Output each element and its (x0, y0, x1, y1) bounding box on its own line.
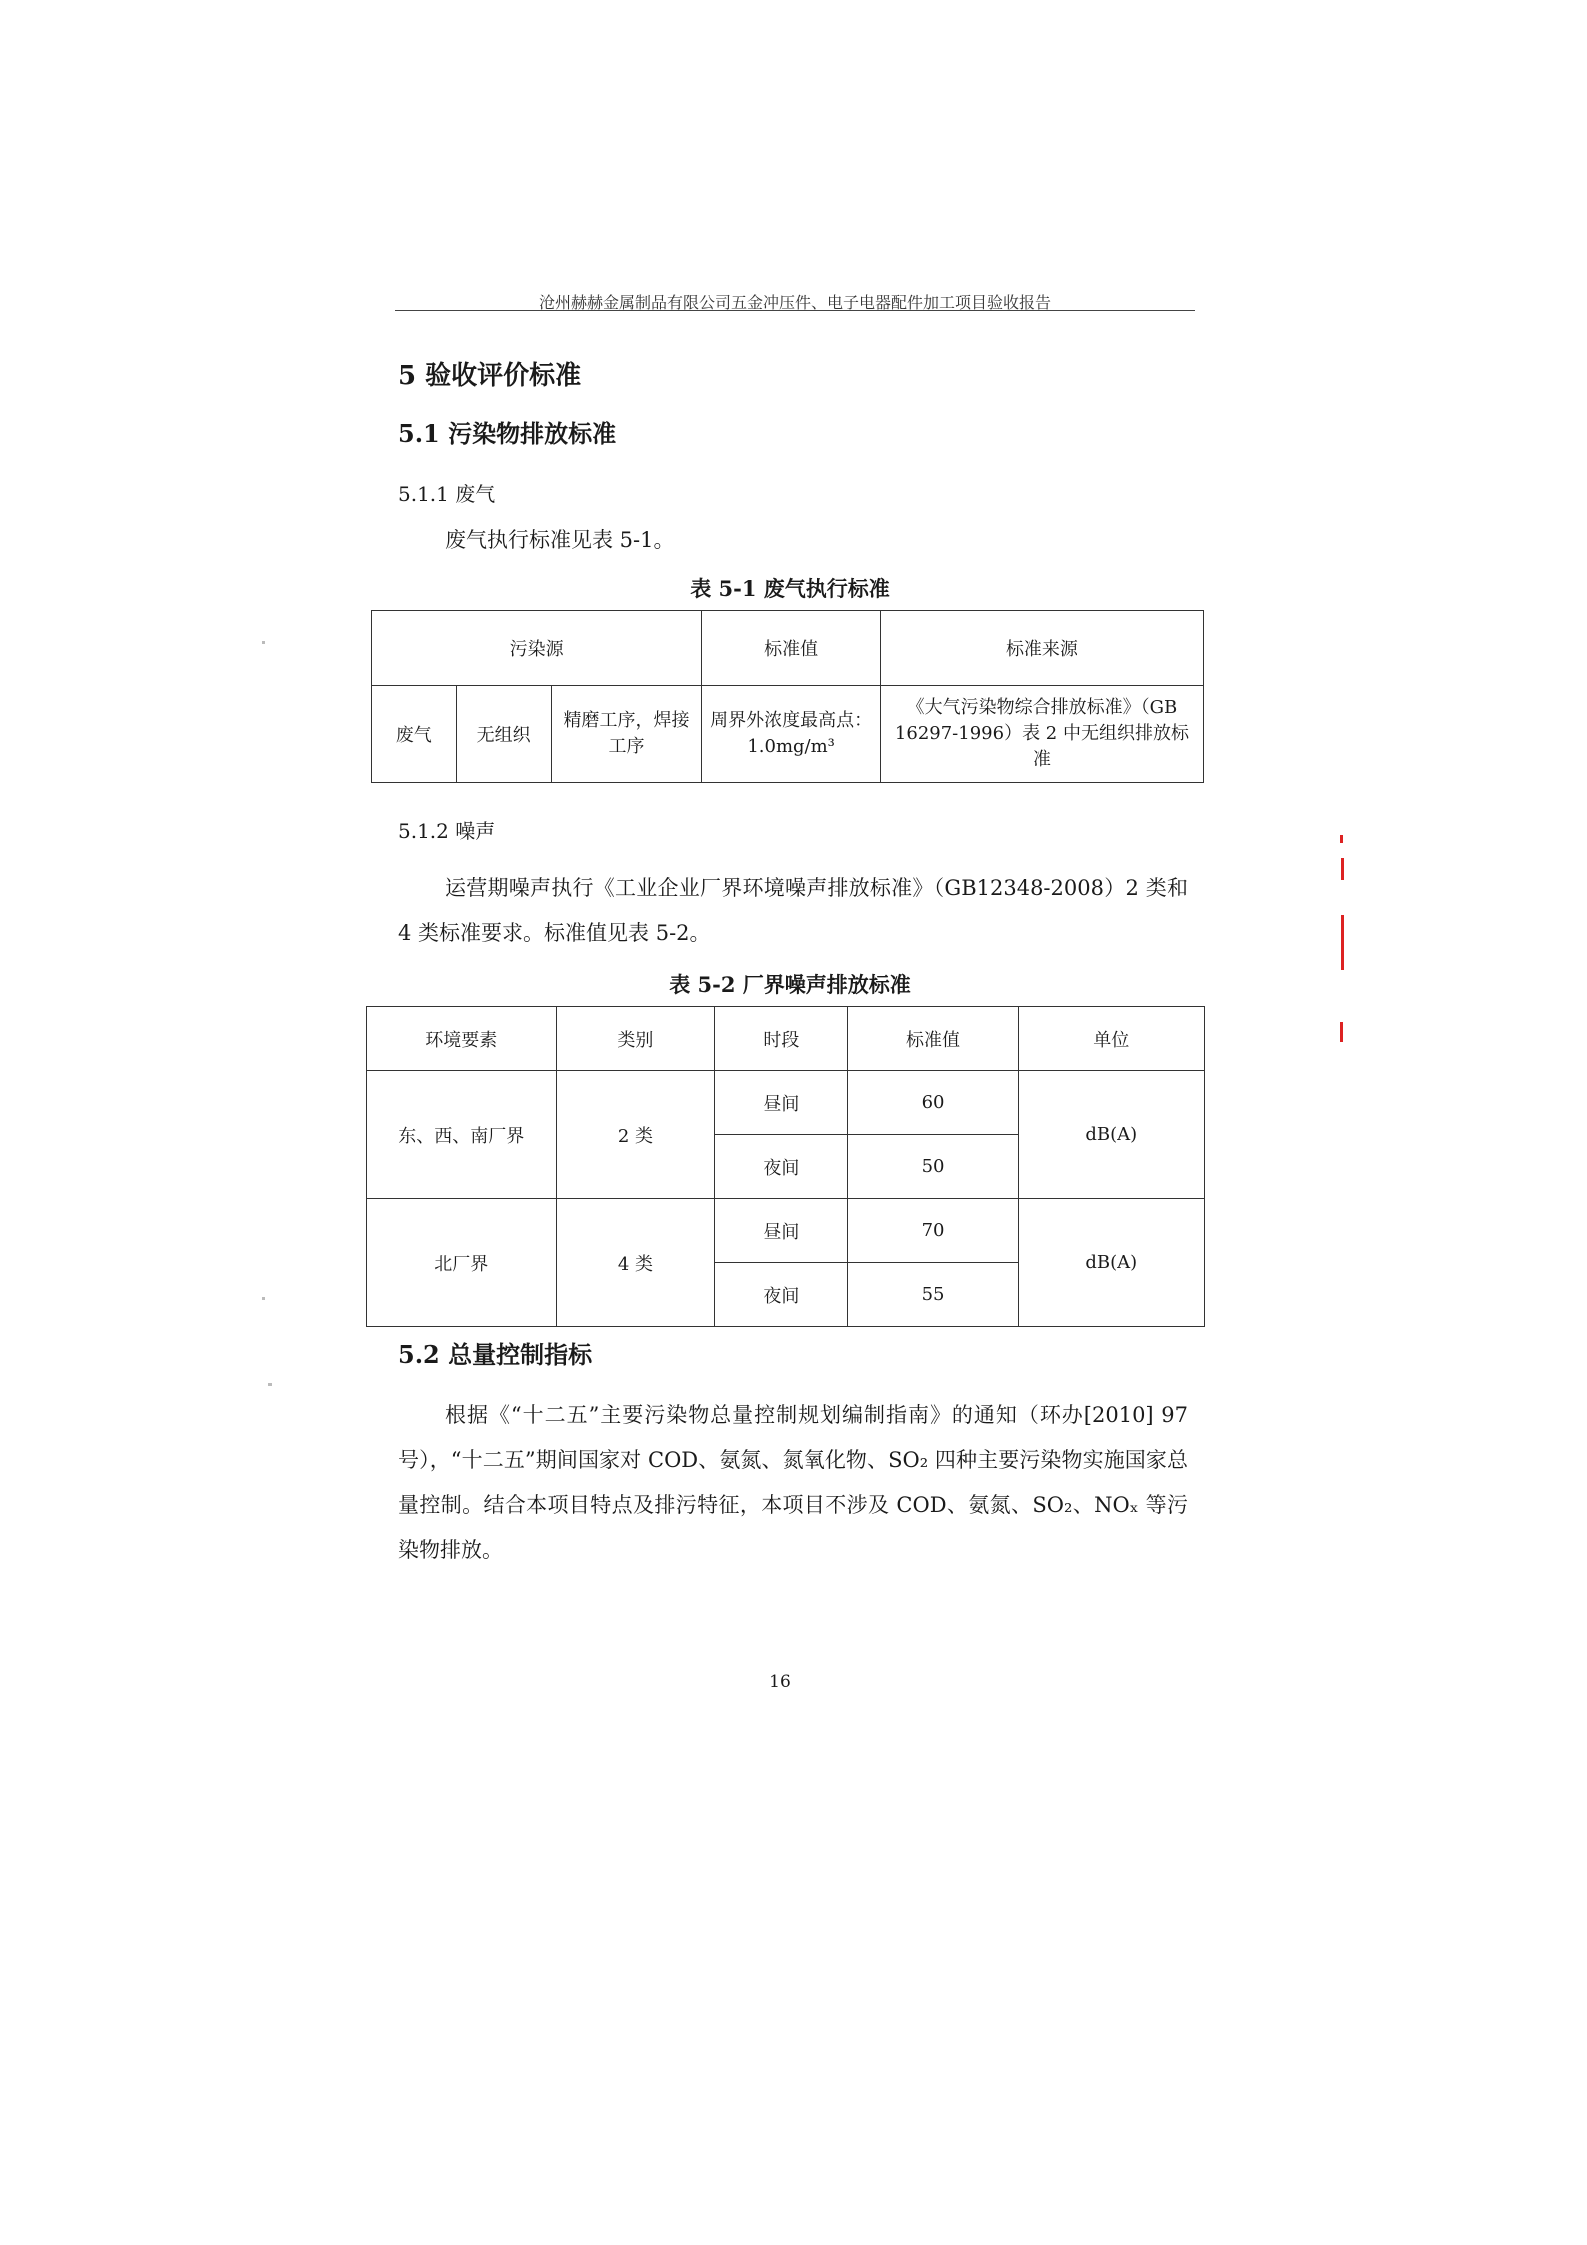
table-5-2-caption: 表 5-2 厂界噪声排放标准 (669, 972, 911, 997)
table-cell: dB(A) (1018, 1071, 1204, 1199)
header-cell: 类别 (556, 1007, 715, 1071)
table-cell: 50 (848, 1135, 1018, 1199)
table-cell: 70 (848, 1199, 1018, 1263)
scan-speck (262, 1297, 265, 1300)
table-cell: 东、西、南厂界 (367, 1071, 557, 1199)
table-5-2 (366, 1006, 1205, 1327)
header-cell: 标准值 (702, 611, 881, 686)
table-cell: 2 类 (556, 1071, 715, 1199)
scan-speck (268, 1383, 272, 1386)
table-cell: 《大气污染物综合排放标准》（GB 16297-1996）表 2 中无组织排放标准 (880, 686, 1203, 783)
table-cell: dB(A) (1018, 1199, 1204, 1327)
header-cell: 污染源 (372, 611, 702, 686)
paragraph-total-control: 根据《“十二五”主要污染物总量控制规划编制指南》的通知（环办[2010] 97 号），“十二五”期间国家对 COD、氨氮、氮氧化物、SO₂ 四种主要污染物实施国家总量控制。结合本项目特点及排污特征，本项目不涉及 COD、氨氮、SO₂、NOₓ 等污染物排放。 (398, 1403, 1188, 1562)
seal-edge-mark (1341, 858, 1344, 880)
page-number: 16 (769, 1672, 791, 1692)
table-cell: 北厂界 (367, 1199, 557, 1327)
subsection-title-5-1: 5.1 污染物排放标准 (398, 419, 617, 448)
paragraph-noise: 运营期噪声执行《工业企业厂界环境噪声排放标准》（GB12348-2008）2 类和 4 类标准要求。标准值见表 5-2。 (398, 876, 1188, 945)
table-cell: 无组织 (456, 686, 551, 783)
header-rule (395, 310, 1195, 311)
subsubsection-title-5-1-2: 5.1.2 噪声 (398, 819, 496, 843)
table-cell: 55 (848, 1263, 1018, 1327)
table-5-1-caption: 表 5-1 废气执行标准 (690, 576, 890, 601)
section-title: 5 验收评价标准 (398, 361, 582, 391)
seal-edge-mark (1340, 835, 1343, 843)
table-cell: 周界外浓度最高点：1.0mg/m³ (702, 686, 881, 783)
table-row (372, 686, 1204, 783)
running-header: 沧州赫赫金属制品有限公司五金冲压件、电子电器配件加工项目验收报告 (538, 293, 1051, 312)
table-header-row (372, 611, 1204, 686)
table-cell: 夜间 (715, 1135, 848, 1199)
table-cell: 昼间 (715, 1071, 848, 1135)
scan-speck (262, 641, 265, 644)
subsubsection-title-5-1-1: 5.1.1 废气 (398, 482, 496, 506)
table-cell: 精磨工序，焊接工序 (551, 686, 702, 783)
table-cell: 废气 (372, 686, 457, 783)
table-row (367, 1199, 1205, 1263)
table-cell: 60 (848, 1071, 1018, 1135)
paragraph-waste-gas: 废气执行标准见表 5-1。 (445, 528, 675, 552)
seal-edge-mark (1341, 915, 1344, 970)
header-cell: 标准值 (848, 1007, 1018, 1071)
table-cell: 4 类 (556, 1199, 715, 1327)
seal-edge-mark (1340, 1022, 1343, 1042)
header-cell: 标准来源 (880, 611, 1203, 686)
header-cell: 单位 (1018, 1007, 1204, 1071)
table-cell: 夜间 (715, 1263, 848, 1327)
subsection-title-5-2: 5.2 总量控制指标 (398, 1340, 593, 1369)
table-header-row (367, 1007, 1205, 1071)
header-cell: 时段 (715, 1007, 848, 1071)
table-row (367, 1071, 1205, 1135)
table-cell: 昼间 (715, 1199, 848, 1263)
header-cell: 环境要素 (367, 1007, 557, 1071)
table-5-1 (371, 610, 1204, 783)
